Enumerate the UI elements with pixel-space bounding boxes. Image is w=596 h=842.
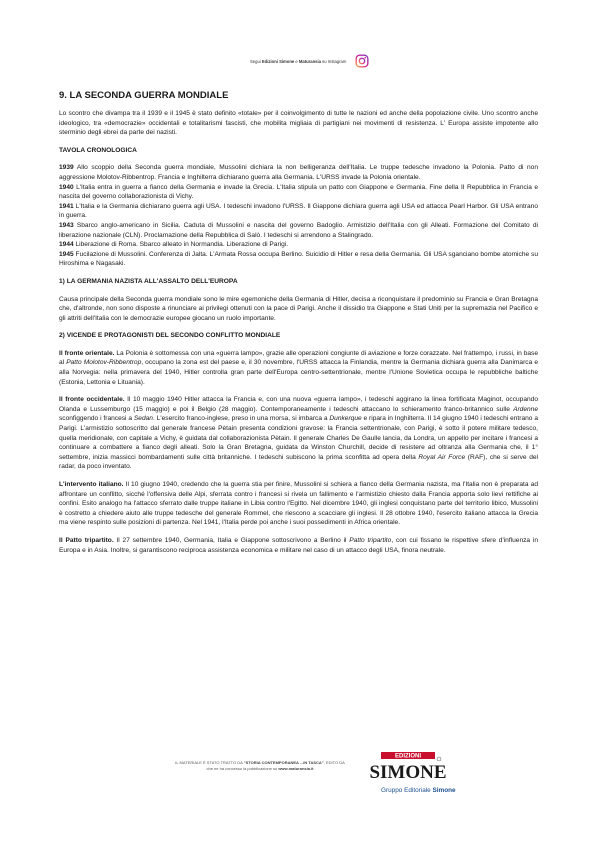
tripartite-pact-paragraph: Il Patto tripartito. Il 27 settembre 1940, Germania, Italia e Giappone sottoscrivono a Berlino il Patto tripartito, con cui fissano le rispettive sfere d'influenza in Europa e in Asia. Inoltre, si garantiscono reciproca assistenza economica e militare nel caso di un attacco degli USA, finora neutrale. bbox=[59, 536, 539, 554]
timeline-entry: 1939 Allo scoppio della Seconda guerra mondiale, Mussolini dichiara la non belligeranza dell'Italia. Le truppe tedesche invadono la Polonia. Patto di non aggressione Molotov-Ribbentrop. Francia e Inghilterra dichiarano guerra alla Germania. L'URSS invade la Polonia orientale. bbox=[59, 164, 538, 181]
edizioni-simone-logo bbox=[369, 750, 497, 800]
footer-credits: IL MATERIALE È STATO TRATTO DA "STORIA CONTEMPORANEA ...IN TASCA", EDITO DA che ne ha concesso la pubblicazione su www.maturansia.it bbox=[175, 760, 345, 771]
timeline-entry: 1944 Liberazione di Roma. Sbarco alleato in Normandia. Liberazione di Parigi. bbox=[59, 241, 289, 249]
timeline-entry: 1940 L'Italia entra in guerra a fianco della Germania e invade la Grecia. L'Italia stipula un patto con Giappone e Germania. Fine della II Repubblica in Francia e nascita del governo collaborazionista di Vichy. bbox=[59, 183, 538, 201]
section1-paragraph: Causa principale della Seconda guerra mondiale sono le mire egemoniche della Germania di Hitler, decisa a riconquistare il predominio su Francia e Gran Bretagna che, d'altronde, non sono disposte a rinunciare ai privilegi ottenuti con la pace di Parigi. Anche il dissidio tra Giappone e Stati Uniti per la supremazia nel Pacifico e gli attriti dell'Italia con le democrazie europee giocano un ruolo importante. bbox=[59, 295, 538, 322]
section1-heading: 1) LA GERMANIA NAZISTA ALL'ASSALTO DELL'EUROPA bbox=[59, 277, 238, 285]
document-body bbox=[59, 90, 538, 555]
instagram-follow-text: Segui Edizioni Simone e Maturansia su Instagram bbox=[250, 59, 347, 64]
eastern-front-paragraph: Il fronte orientale. La Polonia è sottomessa con una «guerra lampo», grazie alle operazioni congiunte di aviazione e forze corazzate. Nel frattempo, i russi, in base al Patto Molotov-Ribbentrop, occupano la zona est del paese e, il 30 novembre, l'URSS attacca la Finlandia, mentre la Germania dichiara guerra alla Danimarca e alla Norvegia: nella primavera del 1940, Hitler controlla gran parte dell'Europa centro-settentrionale, mentre l'Unione Sovietica occupa le repubbliche baltiche (Estonia, Lettonia e Lituania). bbox=[59, 349, 538, 386]
intro-paragraph: Lo scontro che divampa tra il 1939 e il 1945 è stato definito «totale» per il coinvolgimento di tutte le nazioni ed anche della popolazione civile. Uno scontro anche ideologico, tra «democrazie» occidentali e totalitarismi fascisti, che mobilita migliaia di partigiani nei movimenti di resistenza. L' Europa assiste impotente allo sterminio degli ebrei da parte dei nazisti. bbox=[59, 110, 538, 137]
section2-heading: 2) VICENDE E PROTAGONISTI DEL SECONDO CONFLITTO MONDIALE bbox=[59, 332, 281, 340]
italian-intervention-paragraph: L'intervento italiano. Il 10 giugno 1940, credendo che la guerra stia per finire, Mussolini si schiera a fianco della Germania nazista, ma l'Italia non è preparata ad affrontare un conflitto, sicché l'offensiva delle Alpi, sferrata contro i francesi si rivela un fallimento e l'armistizio chiesto dalla Francia apporta solo lievi rettifiche ai confini. Esito analogo ha l'attacco sferrato dalle truppe italiane in Libia contro l'Egitto. Nel dicembre 1940, gli inglesi conquistano parte del territorio libico, Mussolini è costretto a chiedere aiuto alle truppe tedesche del generale Rommel, che riescono a scacciare gli inglesi. Il 28 ottobre 1940, l'esercito italiano attacca la Grecia ma viene respinto sulle posizioni di partenza. Nel 1941, l'Italia perde poi anche i suoi possedimenti in Africa orientale. bbox=[59, 481, 538, 527]
chapter-title: 9. LA SECONDA GUERRA MONDIALE bbox=[59, 90, 229, 101]
timeline-entry: 1945 Fucilazione di Mussolini. Conferenza di Jalta. L'Armata Rossa occupa Berlino. Suicidio di Hitler e resa della Germania. Gli USA sganciano bombe atomiche su Hiroshima e Nagasaki. bbox=[59, 250, 538, 268]
instagram-icon[interactable] bbox=[355, 54, 369, 68]
western-front-paragraph: Il fronte occidentale. Il 10 maggio 1940 Hitler attacca la Francia e, con una nuova «guerra lampo», i tedeschi aggirano la linea fortificata Maginot, occupando Olanda e Lussemburgo (15 maggio) e poi il Belgio (28 maggio). Contemporaneamente i tedeschi attaccano lo schieramento franco-britannico sulle Ardenne sconfiggendo i francesi a Sedan. L'esercito franco-inglese, preso in una morsa, si imbarca a Dunkerque e ripara in Inghilterra. Il 14 giugno 1940 i tedeschi entrano a Parigi. L'armistizio sottoscritto dal generale francese Pètain presenta condizioni gravose: la Francia settentrionale, con Parigi, è sotto il potere militare tedesco, quella meridionale, con capitale a Vichy, è guidata dal collaborazionista Pètain. Il generale Charles De Gaulle lancia, da Londra, un appello per incitare i francesi a continuare a combattere a fianco degli alleati. Solo la Gran Bretagna, guidata da Winston Churchill, decide di resistere ad oltranza alla Germania che, il 1° settembre, inizia massicci bombardamenti sulle città britanniche. I tedeschi subiscono la prima sconfitta ad opera della Royal Air Force (RAF), che si serve del radar, da poco inventato. bbox=[59, 396, 538, 471]
logo-main-text: SIMONE bbox=[369, 762, 447, 783]
maturansia-link[interactable]: www.maturansia.it bbox=[278, 766, 314, 771]
timeline-entry: 1941 L'Italia e la Germania dichiarano guerra agli USA. I tedeschi invadono l'URSS. Il Giappone dichiara guerra agli USA ed attacca Pearl Harbor. Gli USA entrano in guerra. bbox=[59, 202, 538, 220]
page-header bbox=[0, 54, 596, 70]
timeline-entry: 1943 Sbarco anglo-americano in Sicilia. Caduta di Mussolini e nascita del governo Badoglio. Armistizio dell'Italia con gli Alleati. Formazione del Comitato di liberazione nazionale (CLN). Proclamazione della Repubblica di Salò. I tedeschi si arrendono a Stalingrado. bbox=[59, 221, 538, 239]
logo-top-text: EDIZIONI bbox=[394, 753, 422, 760]
logo-sub-text: Gruppo Editoriale Simone bbox=[381, 787, 456, 794]
timeline-list bbox=[59, 163, 538, 269]
timeline-heading: TAVOLA CRONOLOGICA bbox=[59, 146, 137, 154]
